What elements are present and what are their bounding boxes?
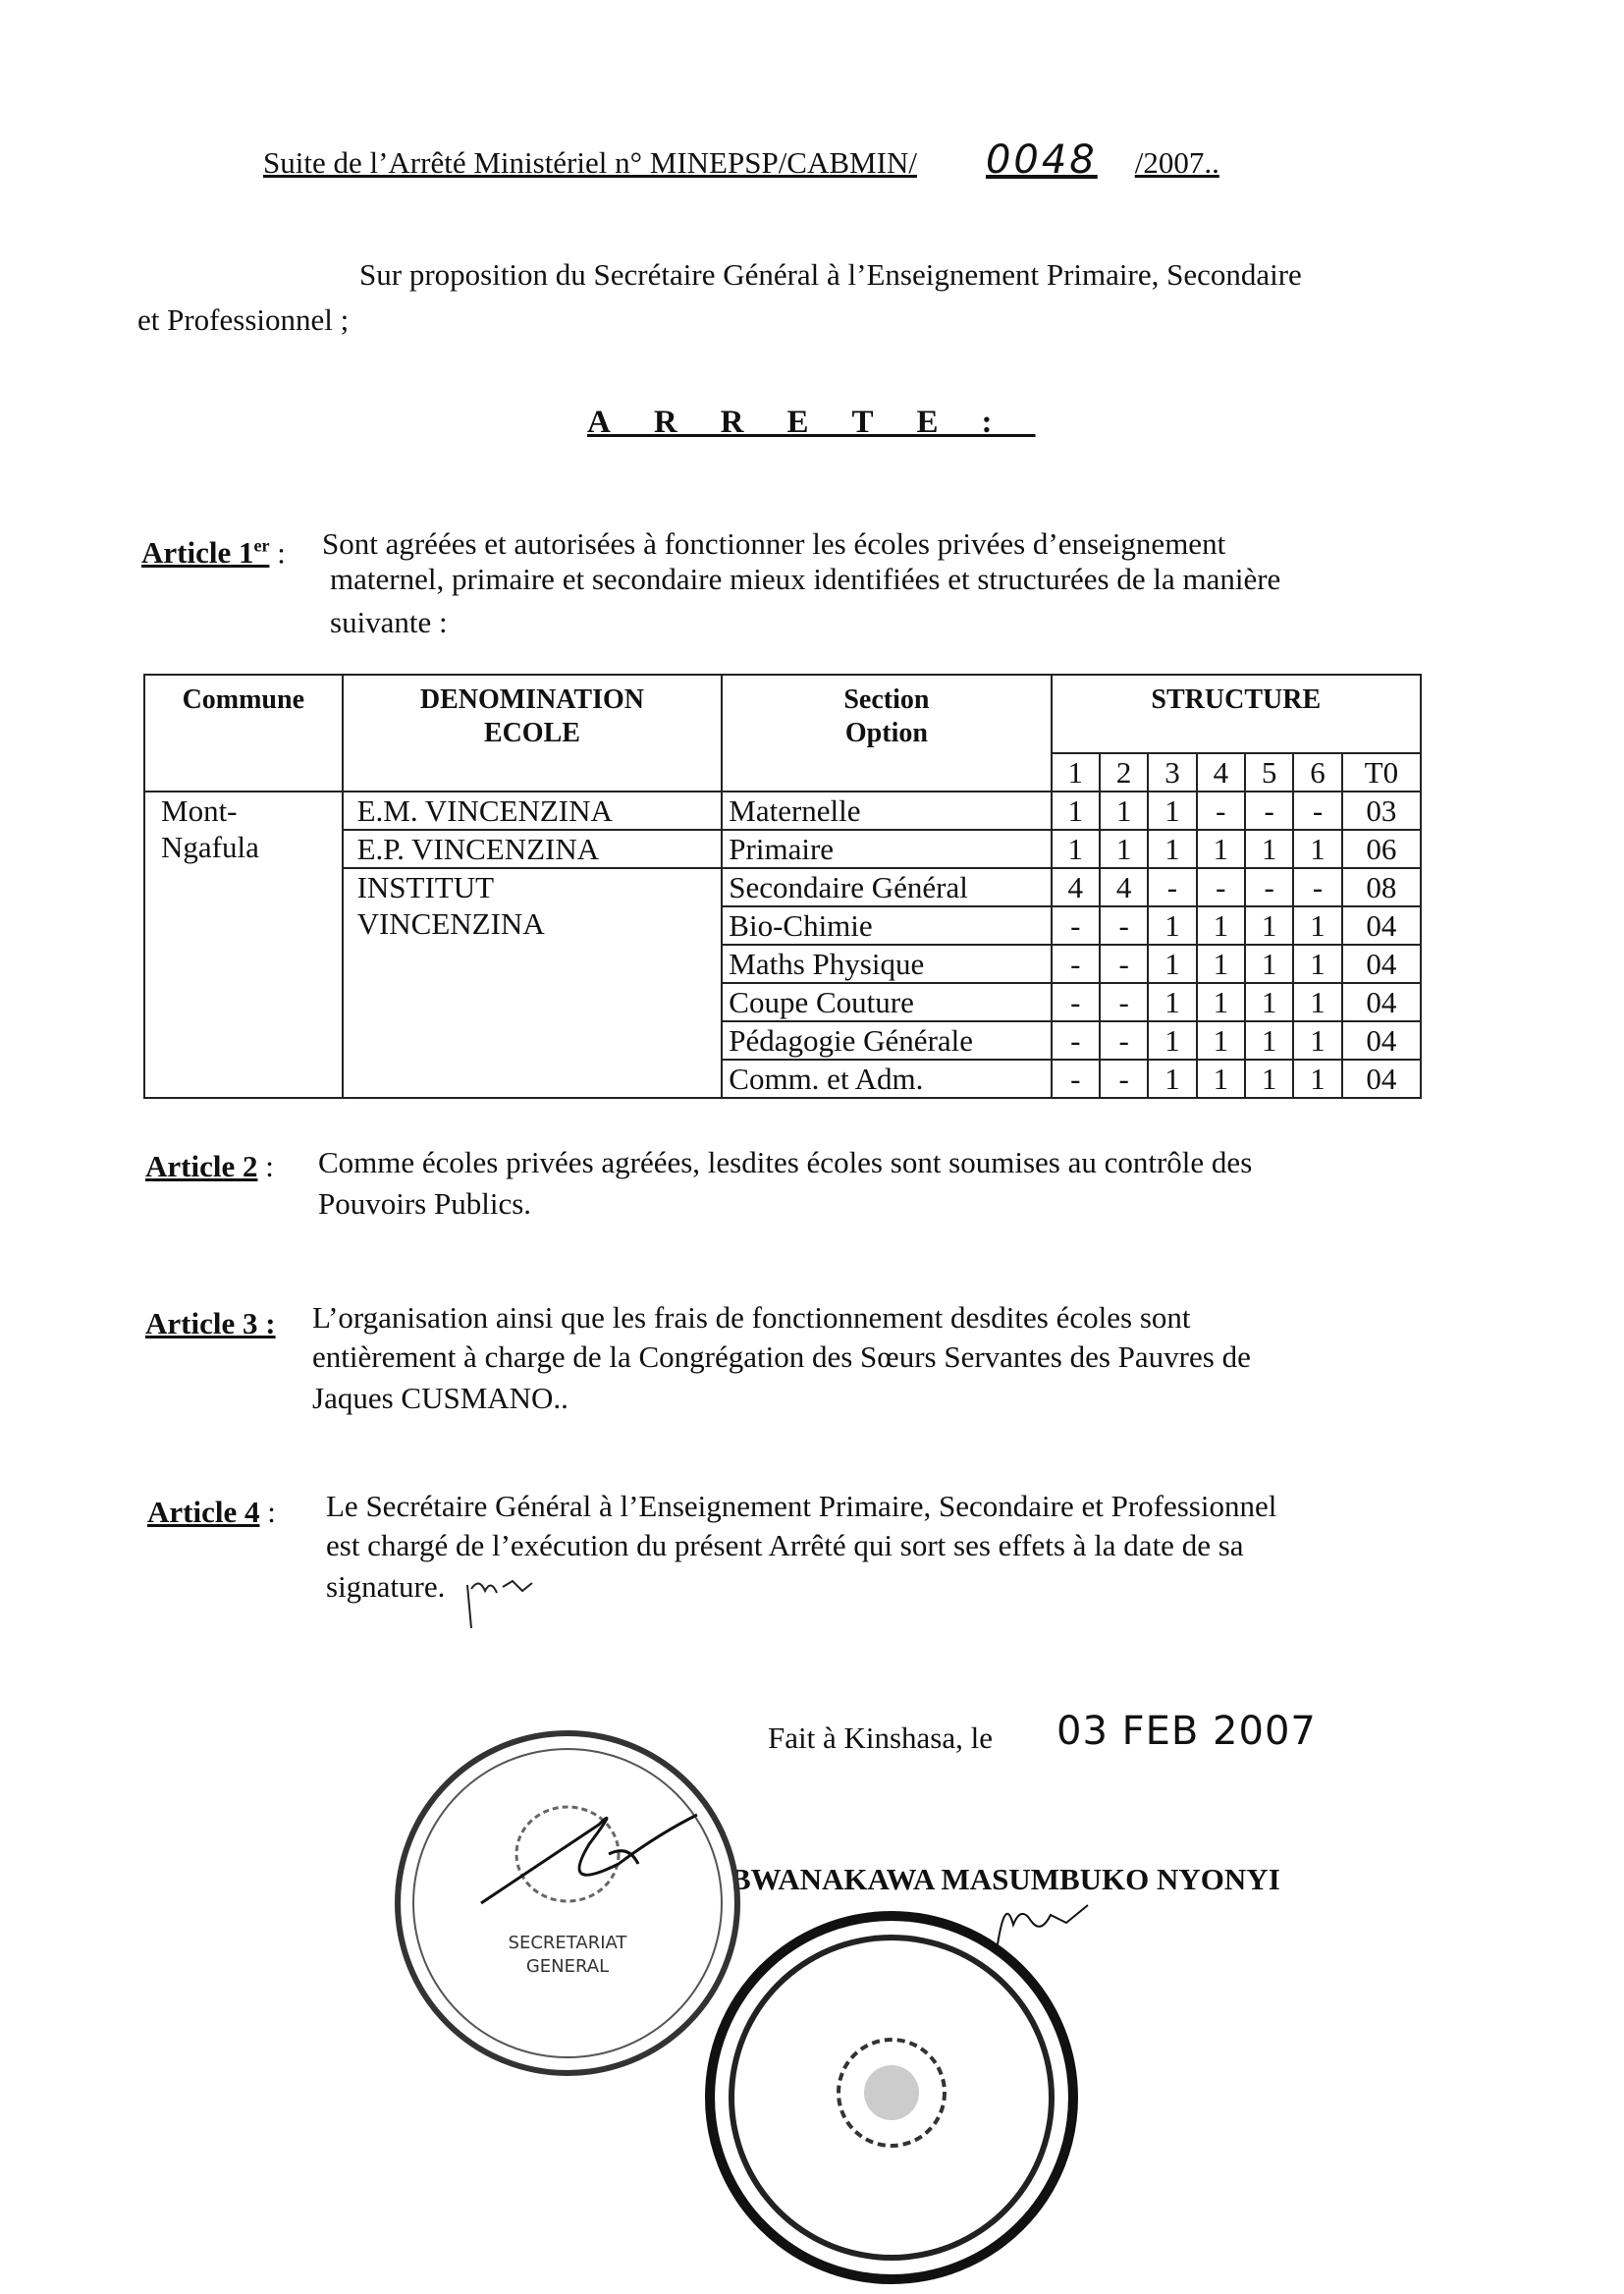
structure-cell: 1 xyxy=(1293,830,1341,868)
second-signature-scribble xyxy=(992,1885,1100,1954)
article-2-line-1: Comme écoles privées agréées, lesdites écoles sont soumises au contrôle des xyxy=(318,1145,1253,1179)
structure-cell: 1 xyxy=(1245,830,1293,868)
commune-cell xyxy=(144,792,343,1098)
arrete-title: ARRETE: xyxy=(587,405,1036,440)
total-cell: 04 xyxy=(1342,945,1421,983)
structure-cell: 1 xyxy=(1100,830,1148,868)
table-header-row xyxy=(144,675,1421,753)
structure-cell: - xyxy=(1100,1060,1148,1098)
header-denomination-line-1: DENOMINATION xyxy=(419,684,644,715)
structure-cell: 1 xyxy=(1148,983,1196,1021)
proposition-line-1: Sur proposition du Secrétaire Général à l’Enseignement Primaire, Secondaire xyxy=(359,257,1302,292)
structure-cell: 4 xyxy=(1100,868,1148,906)
article-3-line-2: entièrement à charge de la Congrégation des Sœurs Servantes des Pauvres de xyxy=(312,1339,1251,1374)
article-4-line-3: signature. xyxy=(326,1569,446,1604)
header-commune-label: Commune xyxy=(182,684,305,715)
column-header-6: 6 xyxy=(1293,753,1341,792)
structure-cell: - xyxy=(1052,945,1100,983)
section-cell: Primaire xyxy=(722,830,1051,868)
header-commune xyxy=(144,675,343,792)
column-header-1: 1 xyxy=(1052,753,1100,792)
column-header-total: T0 xyxy=(1342,753,1421,792)
initials-mark xyxy=(461,1569,550,1638)
structure-cell: 1 xyxy=(1148,1021,1196,1060)
table-row xyxy=(144,792,1421,830)
article-1-line-2: maternel, primaire et secondaire mieux identifiées et structurées de la manière xyxy=(330,562,1281,596)
article-2-label: Article 2 xyxy=(145,1149,258,1183)
section-cell: Pédagogie Générale xyxy=(722,1021,1051,1060)
structure-cell: 1 xyxy=(1245,1021,1293,1060)
structure-cell: 1 xyxy=(1148,1060,1196,1098)
section-cell: Bio-Chimie xyxy=(722,906,1051,945)
structure-cell: 1 xyxy=(1052,830,1100,868)
structure-cell: - xyxy=(1100,945,1148,983)
commune-line-2: Ngafula xyxy=(161,830,259,864)
right-official-stamp xyxy=(705,1911,1078,2284)
school-institut xyxy=(343,868,723,1098)
structure-cell: 1 xyxy=(1245,983,1293,1021)
header-section-line-1: Section xyxy=(843,684,930,715)
structure-cell: 1 xyxy=(1245,1060,1293,1098)
article-3-label xyxy=(145,1302,276,1345)
school-em: E.M. VINCENZINA xyxy=(343,792,723,830)
structure-cell: 1 xyxy=(1293,1060,1341,1098)
section-cell: Coupe Couture xyxy=(722,983,1051,1021)
structure-cell: 1 xyxy=(1148,792,1196,830)
article-1-label: Article 1er : xyxy=(141,535,286,571)
structure-cell: 1 xyxy=(1245,906,1293,945)
column-header-5: 5 xyxy=(1245,753,1293,792)
structure-cell: 1 xyxy=(1197,830,1245,868)
structure-cell: - xyxy=(1052,1060,1100,1098)
structure-cell: 1 xyxy=(1293,983,1341,1021)
structure-cell: - xyxy=(1100,983,1148,1021)
article-3-label-text: Article 3 : xyxy=(145,1306,276,1340)
stamp-left-line-1: SECRETARIAT xyxy=(508,1933,627,1953)
structure-cell: - xyxy=(1052,906,1100,945)
section-cell: Secondaire Général xyxy=(722,868,1051,906)
structure-cell: - xyxy=(1245,792,1293,830)
document-reference xyxy=(263,137,1219,183)
section-cell: Maternelle xyxy=(722,792,1051,830)
reference-prefix: Suite de l’Arrêté Ministériel n° MINEPSP/CABMIN/ xyxy=(263,145,917,180)
total-cell: 04 xyxy=(1342,1021,1421,1060)
total-cell: 04 xyxy=(1342,906,1421,945)
total-cell: 04 xyxy=(1342,1060,1421,1098)
structure-cell: 1 xyxy=(1148,830,1196,868)
structure-cell: - xyxy=(1100,906,1148,945)
header-structure-label: STRUCTURE xyxy=(1151,684,1322,715)
article-3-line-3: Jaques CUSMANO.. xyxy=(312,1381,568,1415)
article-1-line-1: Sont agréées et autorisées à fonctionner les écoles privées d’enseignement xyxy=(322,526,1226,561)
article-3-line-1: L’organisation ainsi que les frais de fonctionnement desdites écoles sont xyxy=(312,1300,1191,1335)
structure-cell: - xyxy=(1197,868,1245,906)
section-cell: Comm. et Adm. xyxy=(722,1060,1051,1098)
structure-cell: - xyxy=(1293,792,1341,830)
stamp-left-line-2: GENERAL xyxy=(525,1956,610,1977)
section-cell: Maths Physique xyxy=(722,945,1051,983)
structure-cell: - xyxy=(1148,868,1196,906)
header-section-line-2: Option xyxy=(844,718,928,748)
structure-cell: - xyxy=(1293,868,1341,906)
header-denomination xyxy=(343,675,723,792)
structure-cell: 1 xyxy=(1148,906,1196,945)
article-4-label: Article 4 xyxy=(147,1495,260,1529)
header-denomination-line-2: ECOLE xyxy=(483,718,580,748)
structure-cell: 1 xyxy=(1197,1060,1245,1098)
header-structure xyxy=(1052,675,1421,753)
article-2-line-2: Pouvoirs Publics. xyxy=(318,1186,532,1221)
school-institut-line-2: VINCENZINA xyxy=(356,906,545,941)
header-section xyxy=(722,675,1051,792)
structure-cell: 1 xyxy=(1148,945,1196,983)
structure-cell: 1 xyxy=(1245,945,1293,983)
structure-cell: 1 xyxy=(1197,1021,1245,1060)
structure-cell: 1 xyxy=(1293,906,1341,945)
commune-line-1: Mont- xyxy=(161,793,238,828)
total-cell: 03 xyxy=(1342,792,1421,830)
reference-year: /2007.. xyxy=(1134,145,1219,180)
article-4-label-wrap: Article 4 : xyxy=(147,1495,276,1529)
closing-place: Fait à Kinshasa, le xyxy=(768,1720,994,1755)
article-4-line-2: est chargé de l’exécution du présent Arrêté qui sort ses effets à la date de sa xyxy=(326,1528,1244,1562)
signature-scribble xyxy=(461,1785,717,1933)
total-cell: 06 xyxy=(1342,830,1421,868)
column-header-4: 4 xyxy=(1197,753,1245,792)
structure-cell: 4 xyxy=(1052,868,1100,906)
structure-cell: 1 xyxy=(1293,945,1341,983)
proposition-line-2: et Professionnel ; xyxy=(137,302,350,337)
schools-structure-table xyxy=(143,674,1422,1099)
structure-cell: 1 xyxy=(1197,983,1245,1021)
date-stamp: 03 FEB 2007 xyxy=(1056,1709,1317,1754)
structure-cell: - xyxy=(1052,1021,1100,1060)
structure-cell: 1 xyxy=(1100,792,1148,830)
column-header-3: 3 xyxy=(1148,753,1196,792)
structure-cell: 1 xyxy=(1052,792,1100,830)
structure-cell: - xyxy=(1052,983,1100,1021)
reference-number: 0048 xyxy=(985,137,1098,183)
total-cell: 08 xyxy=(1342,868,1421,906)
structure-cell: 1 xyxy=(1197,906,1245,945)
school-institut-line-1: INSTITUT xyxy=(356,870,495,904)
structure-cell: - xyxy=(1197,792,1245,830)
school-ep: E.P. VINCENZINA xyxy=(343,830,723,868)
structure-cell: 1 xyxy=(1293,1021,1341,1060)
article-1-line-3: suivante : xyxy=(330,605,448,639)
structure-cell: - xyxy=(1100,1021,1148,1060)
structure-cell: 1 xyxy=(1197,945,1245,983)
structure-cell: - xyxy=(1245,868,1293,906)
column-header-2: 2 xyxy=(1100,753,1148,792)
total-cell: 04 xyxy=(1342,983,1421,1021)
article-4-line-1: Le Secrétaire Général à l’Enseignement Primaire, Secondaire et Professionnel xyxy=(326,1489,1277,1523)
article-2-label-wrap: Article 2 : xyxy=(145,1149,274,1183)
stamp-coat-of-arms-icon xyxy=(715,2029,1068,2160)
signatory-name: BWANAKAWA MASUMBUKO NYONYI xyxy=(731,1862,1280,1896)
